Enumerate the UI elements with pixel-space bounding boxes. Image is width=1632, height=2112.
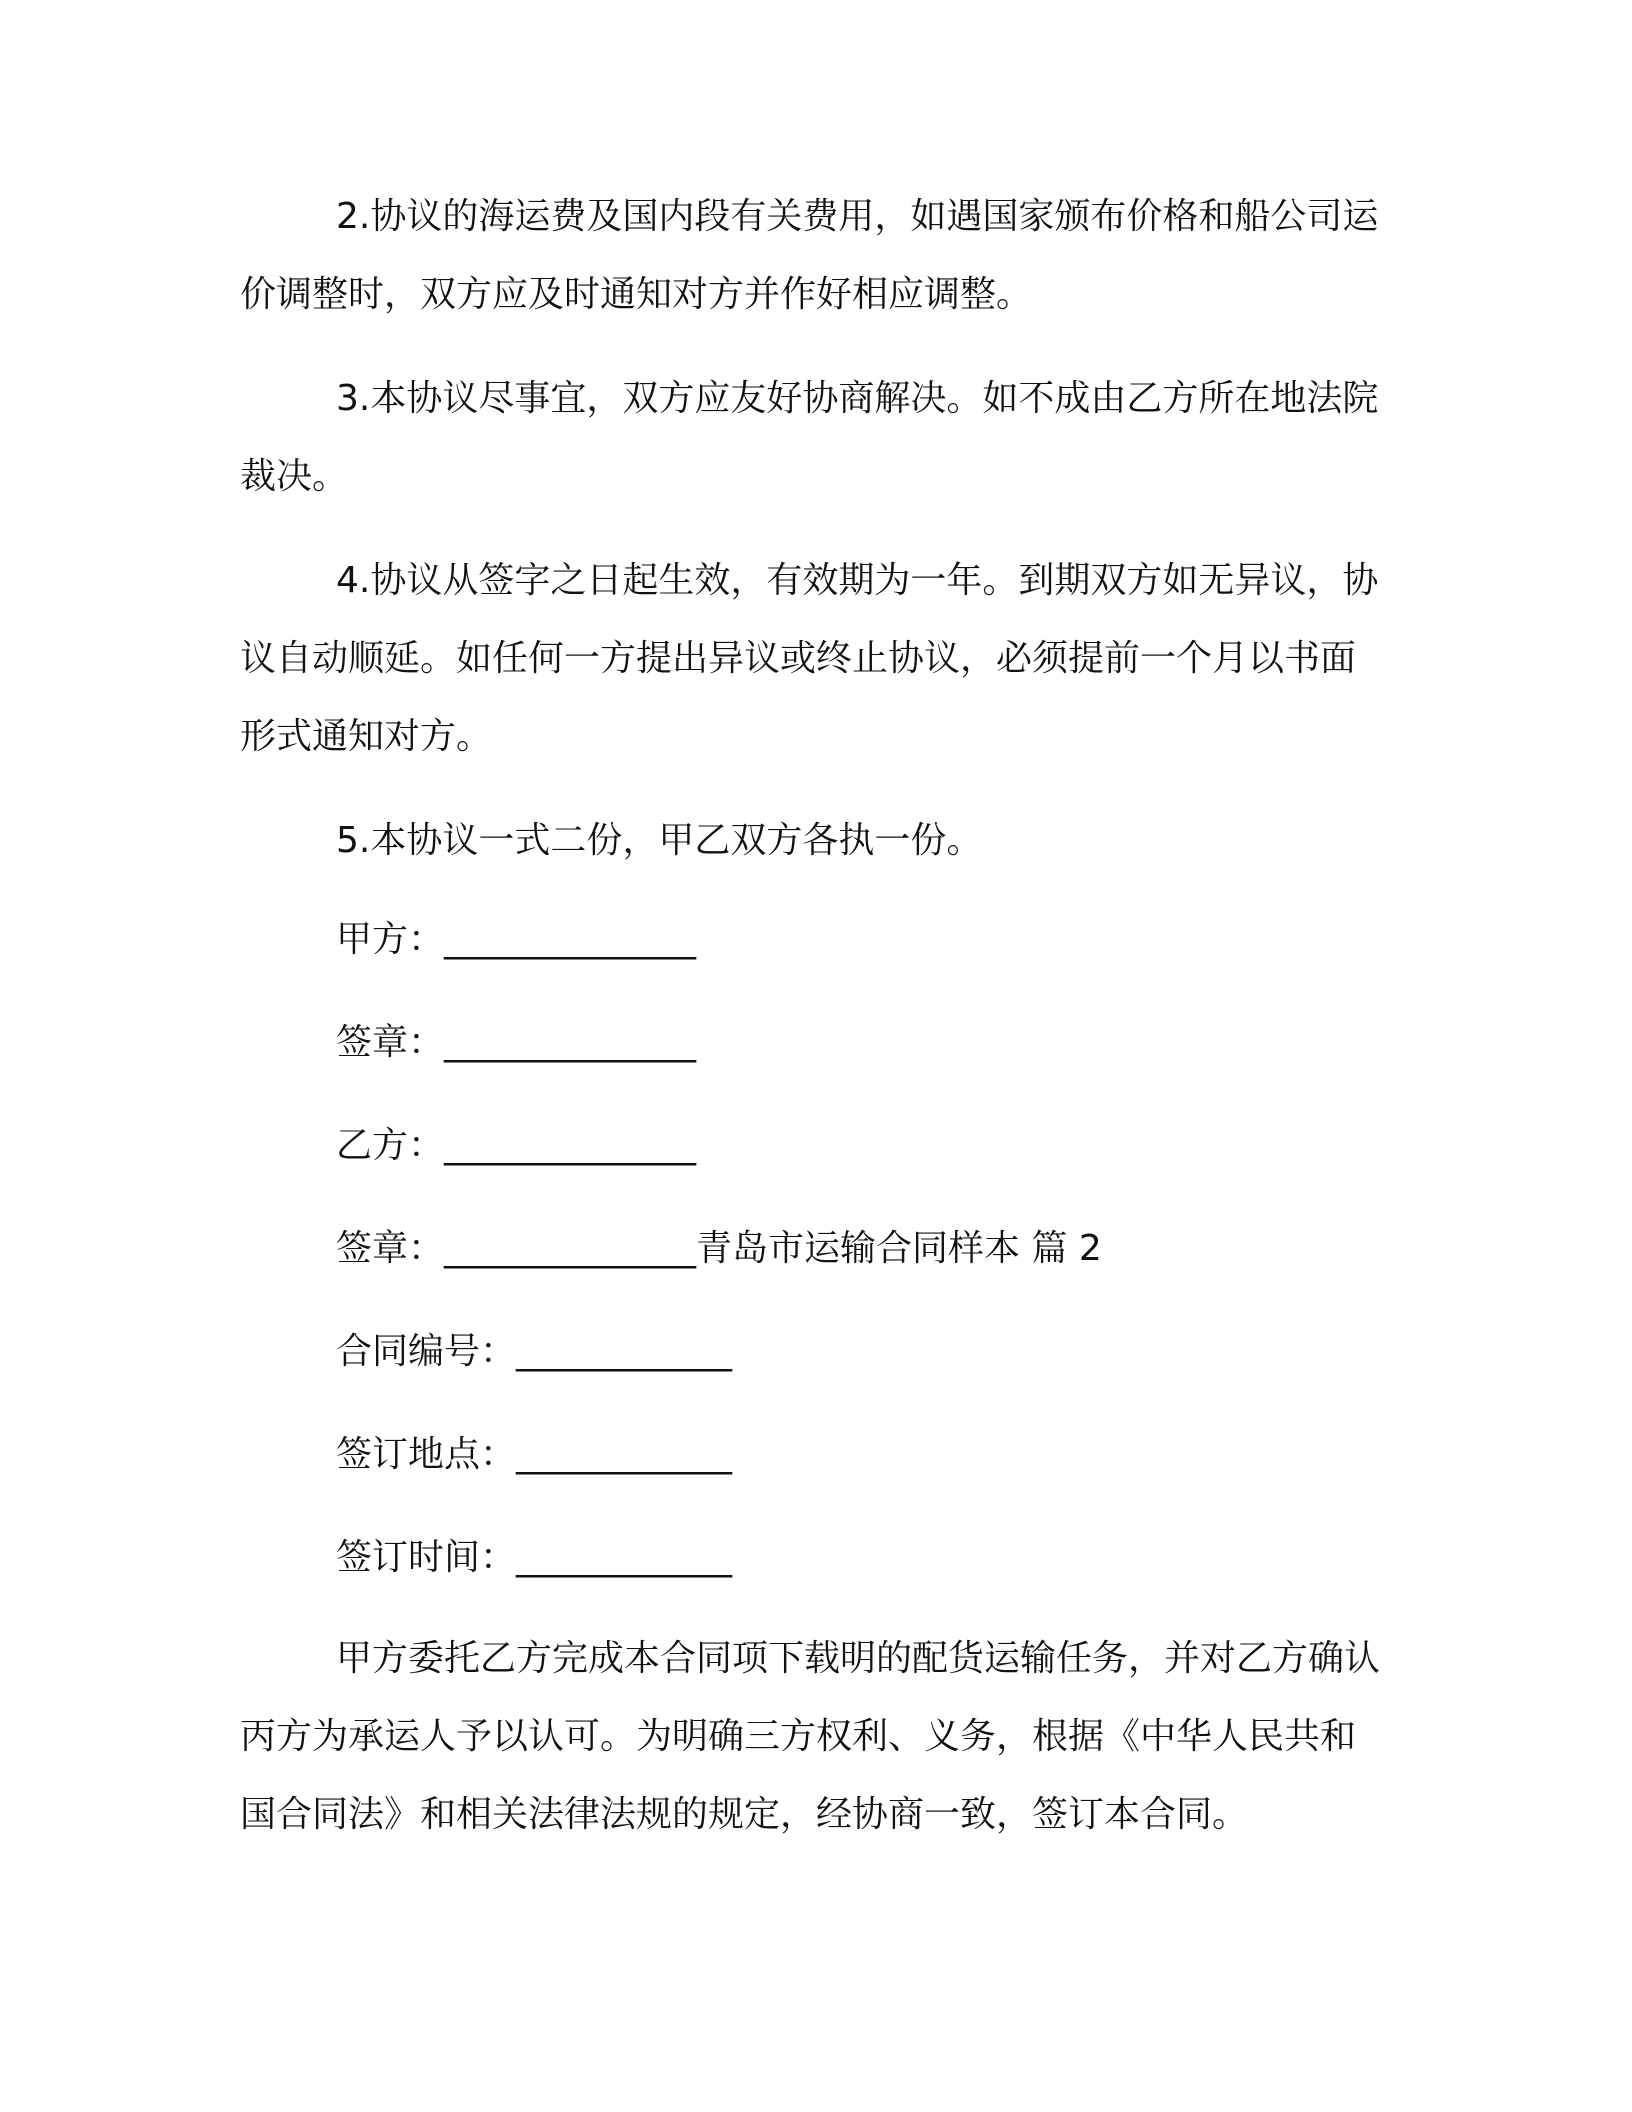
clause-4-paragraph: 4.协议从签字之日起生效，有效期为一年。到期双方如无异议，协议自动顺延。如任何一方提出异议或终止协议，必须提前一个月以书面形式通知对方。 — [240, 560, 1379, 757]
contract-intro-paragraph: 甲方委托乙方完成本合同项下载明的配货运输任务，并对乙方确认丙方为承运人予以认可。为明确三方权利、义务，根据《中华人民共和国合同法》和相关法律法规的规定，经协商一致，签订本合同。 — [240, 1638, 1381, 1835]
signing-time-line: 签订时间：____________ — [336, 1537, 733, 1578]
clause-3-paragraph: 3.本协议尽事宜，双方应友好协商解决。如不成由乙方所在地法院裁决。 — [240, 378, 1379, 497]
party-a-seal-line: 签章：______________ — [336, 1022, 697, 1063]
clause-5-paragraph: 5.本协议一式二份，甲乙双方各执一份。 — [336, 820, 983, 861]
clause-2-paragraph: 2.协议的海运费及国内段有关费用，如遇国家颁布价格和船公司运价调整时，双方应及时通知对方并作好相应调整。 — [240, 196, 1379, 315]
signing-place-line: 签订地点：____________ — [336, 1434, 733, 1475]
party-b-line: 乙方：______________ — [336, 1125, 697, 1166]
party-b-seal-and-section-title-line: 签章：______________青岛市运输合同样本 篇 2 — [336, 1228, 1102, 1269]
contract-number-line: 合同编号：____________ — [336, 1331, 733, 1372]
party-a-line: 甲方：______________ — [336, 919, 697, 960]
